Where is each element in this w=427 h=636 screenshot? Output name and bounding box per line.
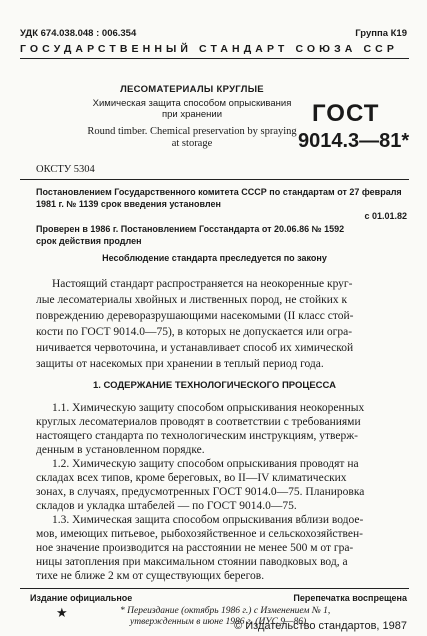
section-line: 1.1. Химическую защиту способом опрыскивания неокоренных (52, 402, 365, 414)
check-line-2: срок действия продлен (36, 236, 142, 246)
no-reprint-label: Перепечатка воспрещена (293, 593, 407, 603)
intro-line: защиты от насекомых при хранении в теплый период года. (36, 358, 324, 370)
document-title-ru: ЛЕСОМАТЕРИАЛЫ КРУГЛЫЕ (120, 84, 264, 95)
group-code: Группа К19 (355, 28, 407, 39)
reissue-note-1: * Переиздание (октябрь 1986 г.) с Изменением № 1, (120, 606, 331, 616)
intro-line: лые лесоматериалы хвойных и лиственных пород, не стойких к (36, 294, 348, 306)
decree-divider (20, 179, 409, 180)
reissue-note-2: утвержденным в июне 1986 г. (ИУС 9—86). (130, 617, 309, 627)
legal-warning: Несоблюдение стандарта преследуется по закону (102, 253, 327, 263)
section-line: ное значение производится на расстоянии не менее 500 м от гра- (36, 542, 354, 554)
decree-line-1: Постановлением Государственного комитета СССР по стандартам от 27 февраля (36, 187, 402, 197)
section-line: денным в установленном порядке. (36, 444, 205, 456)
okstu-code: ОКСТУ 5304 (36, 164, 95, 175)
document-subtitle-ru (62, 98, 322, 120)
udk-code: УДК 674.038.048 : 006.354 (20, 28, 137, 39)
check-line-1: Проверен в 1986 г. Постановлением Госстандарта от 20.06.86 № 1592 (36, 224, 345, 234)
section-line: мов, имеющих питьевое, рыбохозяйственное и сельскохозяйствен- (36, 528, 363, 540)
section-line: настоящего стандарта по технологическим инструкциям, утверж- (36, 430, 358, 442)
star-icon: ★ (56, 605, 68, 620)
copyright: © Издательство стандартов, 1987 (234, 620, 407, 632)
section-line: ницы затопления при максимальном стоянии паводковых вод, а (36, 556, 348, 568)
intro-line: повреждению дереворазрушающими насекомыми (II класс стой- (36, 310, 354, 322)
intro-line: Настоящий стандарт распространяется на неокоренные круг- (52, 278, 353, 290)
subtitle-line-2: при хранении (161, 109, 223, 120)
document-title-en (52, 126, 332, 150)
footer-divider (20, 588, 409, 589)
intro-line: ничивается червоточина, и устанавливает способ их химической (36, 342, 354, 354)
official-edition-label: Издание официальное (30, 593, 133, 603)
gost-label: ГОСТ (312, 100, 380, 127)
decree-line-2: 1981 г. № 1139 срок введения установлен (36, 199, 221, 209)
section-line: складов и укладка штабелей — по ГОСТ 9014.0—75. (36, 500, 297, 512)
header-divider (20, 58, 409, 59)
section-line: 1.2. Химическую защиту способом опрыскивания проводят на (52, 458, 359, 470)
en-title-line-2: at storage (171, 138, 213, 149)
intro-line: кости по ГОСТ 9014.0—75), в которых не допускается или огра- (36, 326, 353, 338)
section-title: 1. СОДЕРЖАНИЕ ТЕХНОЛОГИЧЕСКОГО ПРОЦЕССА (92, 380, 337, 391)
en-title-line-1: Round timber. Chemical preservation by spraying (87, 126, 297, 137)
section-line: тихе не ближе 2 км от существующих берегов. (36, 570, 265, 582)
section-line: зонах, в случаях, предусмотренных ГОСТ 9014.0—75. Планировка (36, 486, 365, 498)
section-line: круглых лесоматериалов проводят в соответствии с требованиями (36, 416, 361, 428)
state-standard-heading: ГОСУДАРСТВЕННЫЙ СТАНДАРТ СОЮЗА ССР (20, 43, 398, 55)
subtitle-line-1: Химическая защита способом опрыскивания (92, 98, 292, 109)
section-line: 1.3. Химическая защита способом опрыскивания вблизи водое- (52, 514, 364, 526)
gost-number: 9014.3—81* (298, 130, 410, 152)
section-line: складах всех типов, кроме береговых, во II—IV климатических (36, 472, 347, 484)
effective-date: с 01.01.82 (364, 211, 407, 221)
